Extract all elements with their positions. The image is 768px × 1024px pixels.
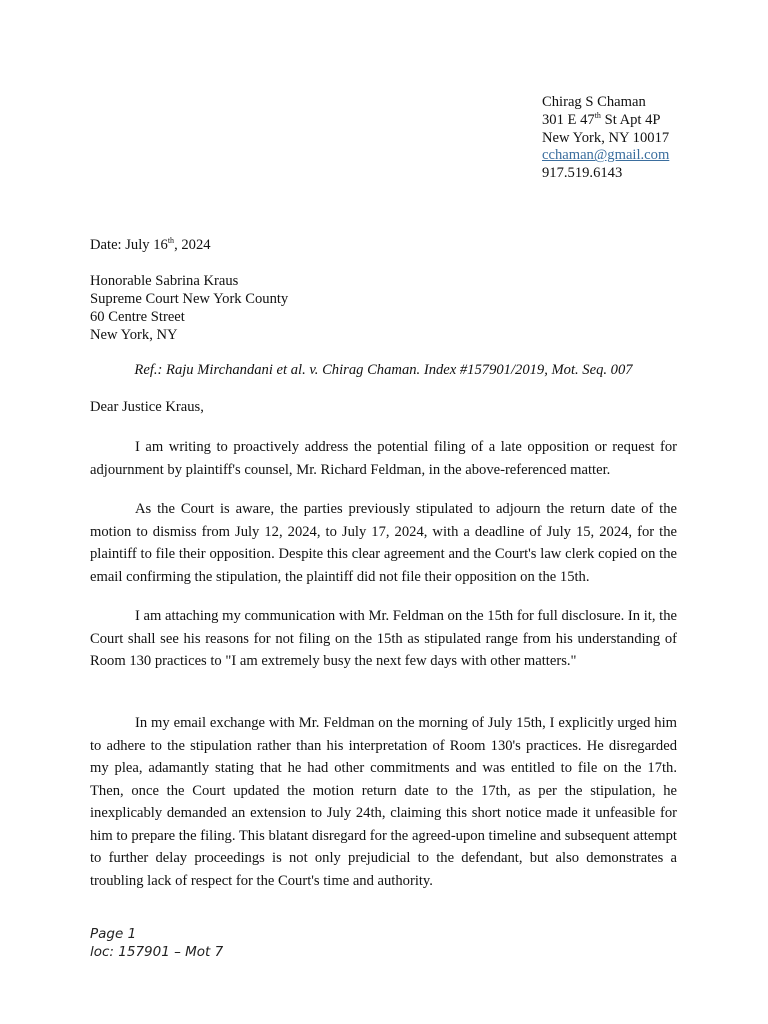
page-footer (90, 925, 223, 961)
recipient-court: Supreme Court New York County (90, 291, 289, 307)
body-paragraph: As the Court is aware, the parties previously stipulated to adjourn the return date of the motion to dismiss from July 12, 2024, to July 17, 2024, with a deadline of July 15, 2024, for the plaintiff to file their opposition. Despite this clear agreement and the Court's law clerk copied on the email confirming the stipulation, the plaintiff did not file their opposition on the 15th. (90, 501, 677, 585)
recipient-name: Honorable Sabrina Kraus (90, 273, 239, 289)
sender-address-street: St Apt 4P (600, 111, 661, 128)
sender-address (542, 112, 669, 130)
sender-phone: 917.519.6143 (542, 165, 623, 182)
sender-city: New York, NY 10017 (542, 129, 670, 146)
footer-location: loc: 157901 – Mot 7 (90, 944, 224, 960)
reference-line: Ref.: Raju Mirchandani et al. v. Chirag Chaman. Index #157901/2019, Mot. Seq. 007 (134, 362, 633, 378)
date-suffix: , 2024 (174, 237, 211, 253)
date-prefix: Date: July 16 (90, 237, 168, 253)
body-paragraph: In my email exchange with Mr. Feldman on the morning of July 15th, I explicitly urged him to adhere to the stipulation rather than his interpretation of Room 130's practices. He disregarded my plea, adamantly stating that he had other commitments and was entitled to file on the 17th. Then, once the Court updated the motion return date to the 17th, as per the stipulation, he inexplicably demanded an extension to July 24th, claiming this short notice made it unfeasible for him to prepare the filing. This blatant disregard for the agreed-upon timeline and subsequent attempt to further delay proceedings is not only prejudicial to the defendant, but also demonstrates a troubling lack of respect for the Court's time and authority. (90, 715, 677, 889)
recipient-block (90, 272, 288, 344)
recipient-city: New York, NY (90, 327, 178, 343)
recipient-street: 60 Centre Street (90, 309, 185, 325)
date-ordinal: th (167, 236, 175, 246)
salutation: Dear Justice Kraus, (90, 399, 204, 415)
sender-name: Chirag S Chaman (542, 94, 646, 110)
page-number: Page 1 (90, 926, 137, 942)
sender-block (542, 94, 669, 183)
letter-date (90, 236, 211, 254)
sender-email-link[interactable]: cchaman@gmail.com (542, 147, 670, 164)
sender-address-ordinal: th (594, 110, 601, 120)
sender-address-number: 301 E 47 (542, 111, 595, 128)
body-paragraph: I am writing to proactively address the potential filing of a late opposition or request for adjournment by plaintiff's counsel, Mr. Richard Feldman, in the above-referenced matter. (90, 439, 677, 478)
sender-email-line (542, 147, 669, 165)
body-paragraph: I am attaching my communication with Mr. Feldman on the 15th for full disclosure. In it, the Court shall see his reasons for not filing on the 15th as stipulated range from his understanding of Room 130 practices to "I am extremely busy the next few days with other matters." (90, 608, 677, 669)
